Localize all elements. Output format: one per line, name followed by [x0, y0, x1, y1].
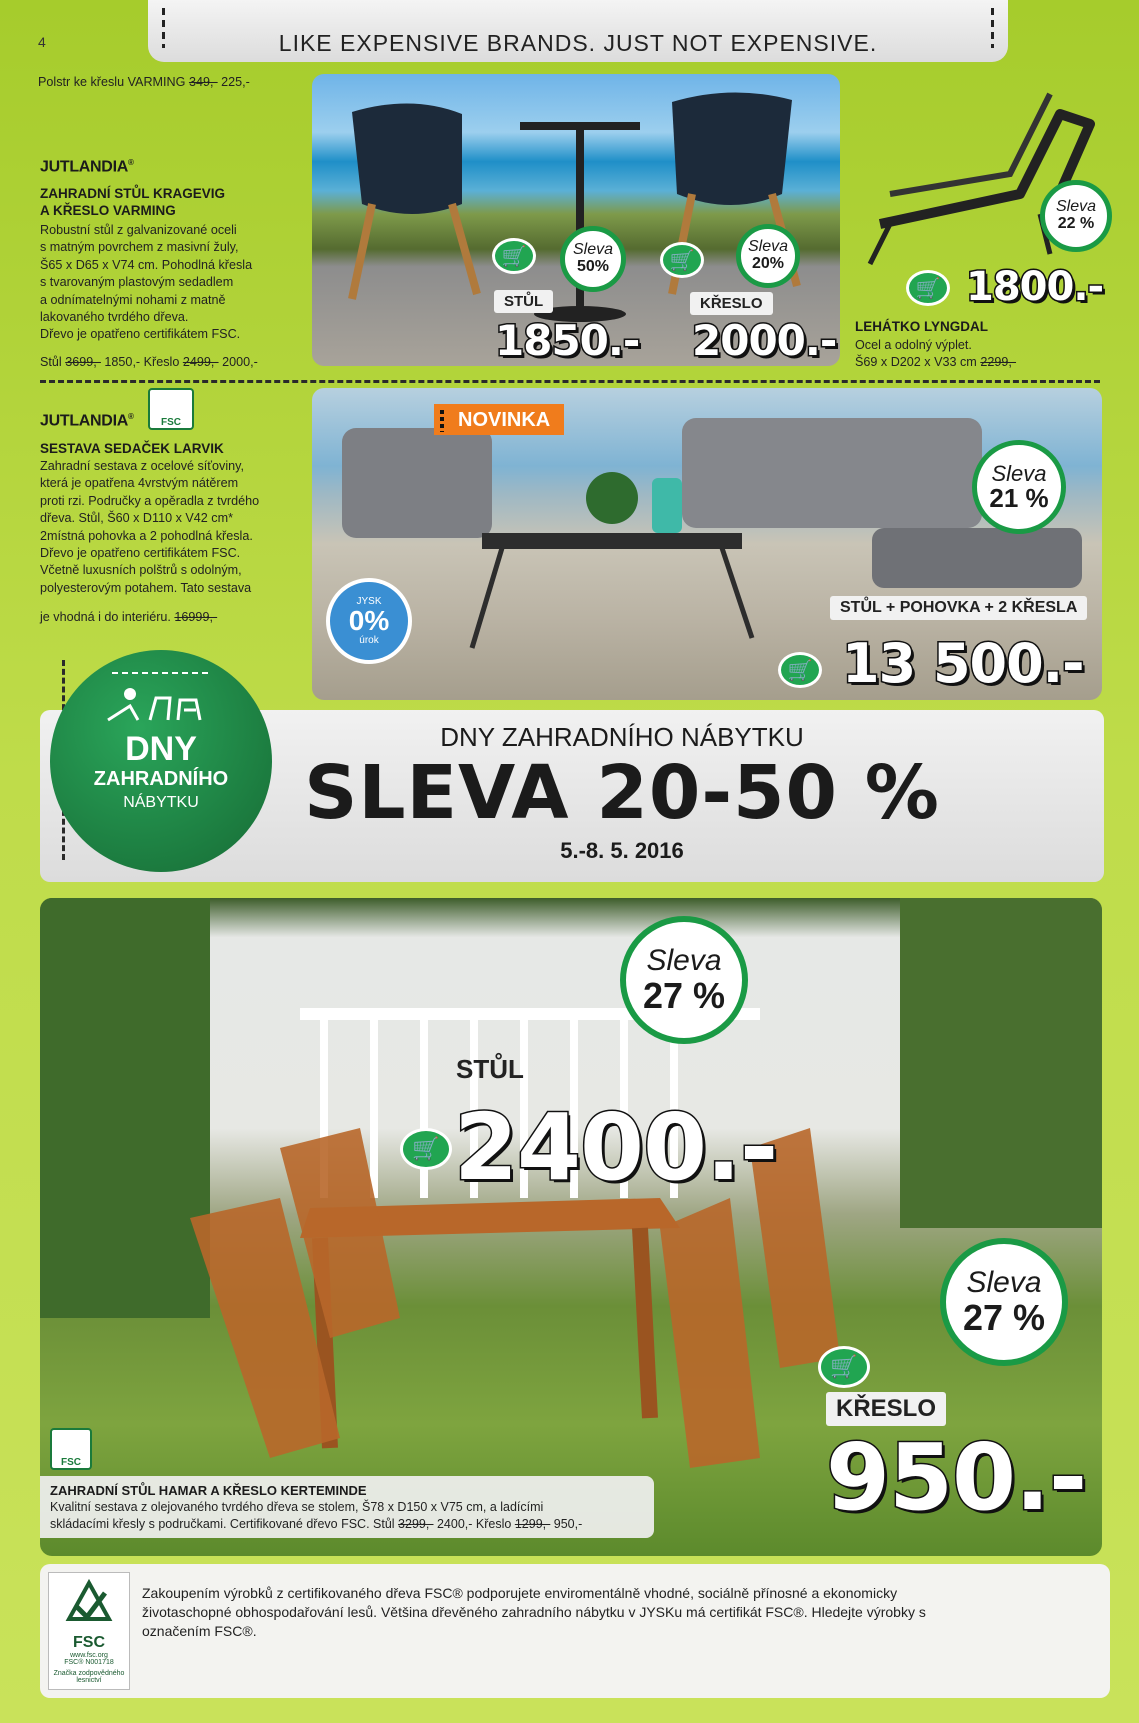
tree-check-icon [59, 1579, 119, 1629]
description-line: Zahradní sestava z ocelové síťoviny, [40, 459, 244, 473]
cart-icon[interactable]: 🛒 [400, 1128, 452, 1170]
price-table: 2400.- [454, 1094, 778, 1201]
novinka-badge: NOVINKA [434, 404, 564, 435]
discount-bubble-chair: Sleva 27 % [940, 1238, 1068, 1366]
page-number: 4 [38, 34, 46, 50]
garden-furniture-icon [100, 686, 220, 726]
fsc-info-box [40, 1564, 1110, 1698]
badge-line1: DNY [125, 730, 197, 768]
brand-logo: JUTLANDIA® [40, 158, 134, 176]
label-table: STŮL [494, 290, 553, 313]
discount-bubble-table: Sleva 50% [560, 226, 626, 292]
description-line: s matným povrchem z masivní žuly, [40, 240, 239, 255]
product-title: ZAHRADNÍ STŮL HAMAR A KŘESLO KERTEMINDE [50, 1483, 367, 1498]
description-line: Dřevo je opatřeno certifikátem FSC. [40, 327, 241, 342]
description-line: Dřevo je opatřeno certifikátem FSC. [40, 546, 241, 561]
cushion-price-line: Polstr ke křeslu VARMING 349,- 225,- [38, 75, 250, 89]
fsc-info-text: Zakoupením výrobků z certifikovaného dřeva FSC® podporujete enviromentálně vhodné, sociálně přínosné a ekonomicky životaschopné obhospodařování lesů. Většina dřevěného zahradního nábytku v JYSKu má certifikát FSC®. Hledejte výrobky s označením FSC®. [142, 1585, 926, 1639]
cart-icon[interactable]: 🛒 [818, 1346, 870, 1388]
product-description-last: je vhodná i do interiéru. 16999,- [40, 610, 218, 624]
fsc-logo-icon: FSC [148, 388, 194, 430]
product-photo-kragevig [312, 74, 840, 366]
cart-icon[interactable]: 🛒 [778, 652, 822, 688]
product-description: Kvalitní sestava z olejovaného tvrdého dřeva se stolem, Š78 x D150 x V75 cm, a ladícími [50, 1500, 544, 1514]
description-line: proti rzi. Područky a opěradla z tvrdého [40, 493, 260, 508]
price-summary: skládacími křesly s područkami. Certifikované dřevo FSC. Stůl 3299,- 2400,- Křeslo 1299,- 950,- [50, 1517, 583, 1532]
price-summary: Stůl 3699,- 1850,- Křeslo 2499,- 2000,- [40, 355, 258, 369]
product-description [40, 222, 300, 344]
product-photo-hamar [40, 898, 1102, 1556]
slogan-banner [148, 0, 1008, 62]
description-line: Včetně luxusních polštrů s odolným, [40, 563, 242, 578]
description-line: která je opatřena 4vrstvým nátěrem [40, 476, 239, 491]
label-table: STŮL [456, 1054, 524, 1084]
description-line: Š65 x D65 x V74 cm. Pohodlná křesla [40, 257, 253, 272]
fsc-logo: FSC www.fsc.org FSC® N001718 Značka zodpovědného lesnictví [48, 1572, 130, 1690]
description-line: 2místná pohovka a 2 pohodlná křesla. [40, 528, 253, 543]
lounger-title: LEHÁTKO LYNGDAL [855, 319, 989, 334]
cart-icon[interactable]: 🛒 [906, 270, 950, 306]
cart-icon[interactable]: 🛒 [660, 242, 704, 278]
banner-dates: 5.-8. 5. 2016 [560, 838, 684, 863]
badge-line3: NÁBYTKU [123, 794, 199, 811]
fsc-logo-icon: FSC [50, 1428, 92, 1470]
description-line: s tvarovaným plastovým sedadlem [40, 275, 234, 290]
jysk-zero-interest-badge: JYSK 0% úrok [326, 578, 412, 664]
discount-bubble-lounger: Sleva 22 % [1040, 180, 1112, 252]
product-description [40, 458, 320, 597]
price-chair: 950.- [826, 1424, 1087, 1531]
description-line: lakovaného tvrdého dřeva. [40, 310, 189, 325]
label-set: STŮL + POHOVKA + 2 KŘESLA [830, 596, 1087, 620]
brand-logo: JUTLANDIA® [40, 412, 134, 430]
banner-headline: SLEVA 20-50 % [304, 750, 940, 836]
discount-bubble-table: Sleva 27 % [620, 916, 748, 1044]
price-table: 1850.- [495, 316, 640, 365]
label-chair: KŘESLO [690, 292, 773, 315]
cart-icon[interactable]: 🛒 [492, 238, 536, 274]
badge-dash [112, 672, 208, 674]
lounger-description: Ocel a odolný výplet. Š69 x D202 x V33 cm 2299,- [855, 338, 1017, 370]
product-title: ZAHRADNÍ STŮL KRAGEVIG A KŘESLO VARMING [40, 186, 226, 218]
badge-line2: ZAHRADNÍHO [93, 768, 229, 790]
price-lounger: 1800.- [966, 264, 1104, 310]
description-line: Robustní stůl z galvanizované oceli [40, 223, 237, 237]
description-line: dřeva. Stůl, Š60 x D110 x V42 cm* [40, 511, 233, 526]
description-line: polyesterovým potahem. Tato sestava [40, 580, 252, 595]
product-title: SESTAVA SEDAČEK LARVIK [40, 441, 224, 456]
price-larvik: 13 500.- [842, 632, 1084, 695]
banner-subtitle: DNY ZAHRADNÍHO NÁBYTKU [440, 722, 804, 752]
price-chair: 2000.- [692, 316, 837, 365]
discount-bubble-larvik: Sleva 21 % [972, 440, 1066, 534]
product-photo-larvik [312, 388, 1102, 700]
label-chair: KŘESLO [826, 1392, 946, 1426]
product-caption [40, 1476, 654, 1538]
section-divider [40, 380, 1100, 383]
discount-bubble-chair: Sleva 20% [736, 224, 800, 288]
description-line: a odnímatelnými nohami z matně [40, 292, 226, 307]
garden-days-badge [50, 650, 272, 872]
slogan-text: LIKE EXPENSIVE BRANDS. JUST NOT EXPENSIVE. [278, 30, 878, 56]
